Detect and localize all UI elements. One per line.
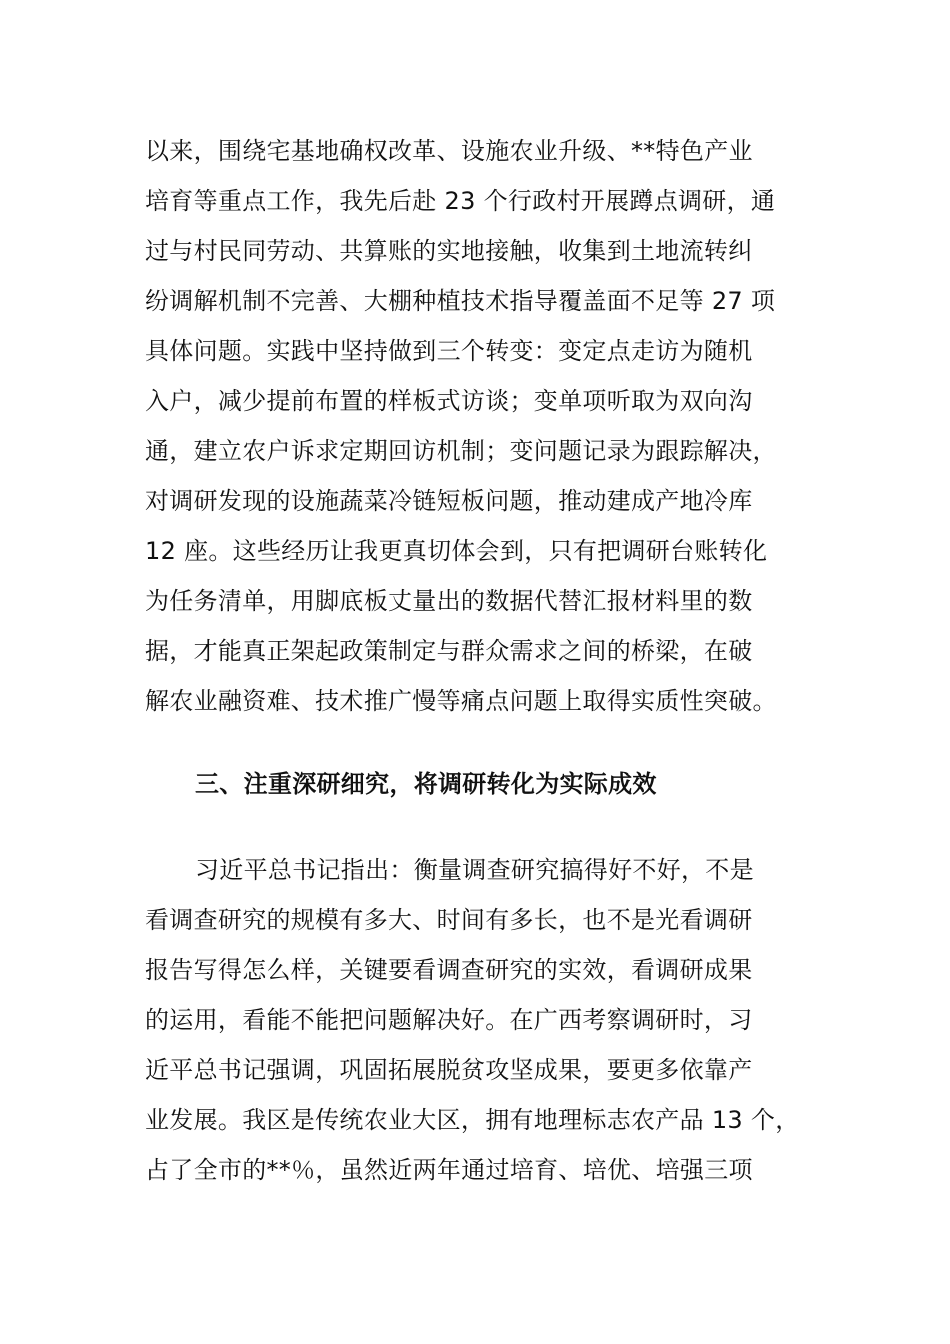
paragraph-line: 报告写得怎么样，关键要看调查研究的实效，看调研成果 [145, 956, 753, 984]
paragraph-line: 看调查研究的规模有多大、时间有多长，也不是光看调研 [145, 906, 753, 934]
section-heading: 三、注重深研细究，将调研转化为实际成效 [195, 770, 657, 798]
section-heading-block [195, 759, 895, 809]
paragraph-line: 为任务清单，用脚底板丈量出的数据代替汇报材料里的数 [145, 587, 753, 615]
paragraph-line: 以来，围绕宅基地确权改革、设施农业升级、**特色产业 [145, 137, 753, 165]
paragraph-line: 占了全市的**％，虽然近两年通过培育、培优、培强三项 [145, 1156, 753, 1184]
paragraph-line: 业发展。我区是传统农业大区，拥有地理标志农产品 13 个， [145, 1106, 800, 1134]
paragraph-line: 习近平总书记指出：衡量调查研究搞得好不好，不是 [195, 856, 754, 884]
paragraph-line: 纷调解机制不完善、大棚种植技术指导覆盖面不足等 27 项 [145, 287, 776, 315]
paragraph-line: 入户，减少提前布置的样板式访谈；变单项听取为双向沟 [145, 387, 753, 415]
paragraph-1 [145, 126, 845, 726]
paragraph-line: 对调研发现的设施蔬菜冷链短板问题，推动建成产地冷库 [145, 487, 753, 515]
paragraph-2 [145, 845, 845, 1195]
paragraph-line: 培育等重点工作，我先后赴 23 个行政村开展蹲点调研，通 [145, 187, 776, 215]
paragraph-line: 解农业融资难、技术推广慢等痛点问题上取得实质性突破。 [145, 687, 777, 715]
paragraph-line: 据，才能真正架起政策制定与群众需求之间的桥梁，在破 [145, 637, 753, 665]
paragraph-line: 的运用，看能不能把问题解决好。在广西考察调研时，习 [145, 1006, 753, 1034]
paragraph-line: 过与村民同劳动、共算账的实地接触，收集到土地流转纠 [145, 237, 753, 265]
paragraph-line: 12 座。这些经历让我更真切体会到，只有把调研台账转化 [145, 537, 768, 565]
paragraph-line: 具体问题。实践中坚持做到三个转变：变定点走访为随机 [145, 337, 753, 365]
paragraph-line: 通，建立农户诉求定期回访机制；变问题记录为跟踪解决， [145, 437, 777, 465]
paragraph-line: 近平总书记强调，巩固拓展脱贫攻坚成果，要更多依靠产 [145, 1056, 753, 1084]
